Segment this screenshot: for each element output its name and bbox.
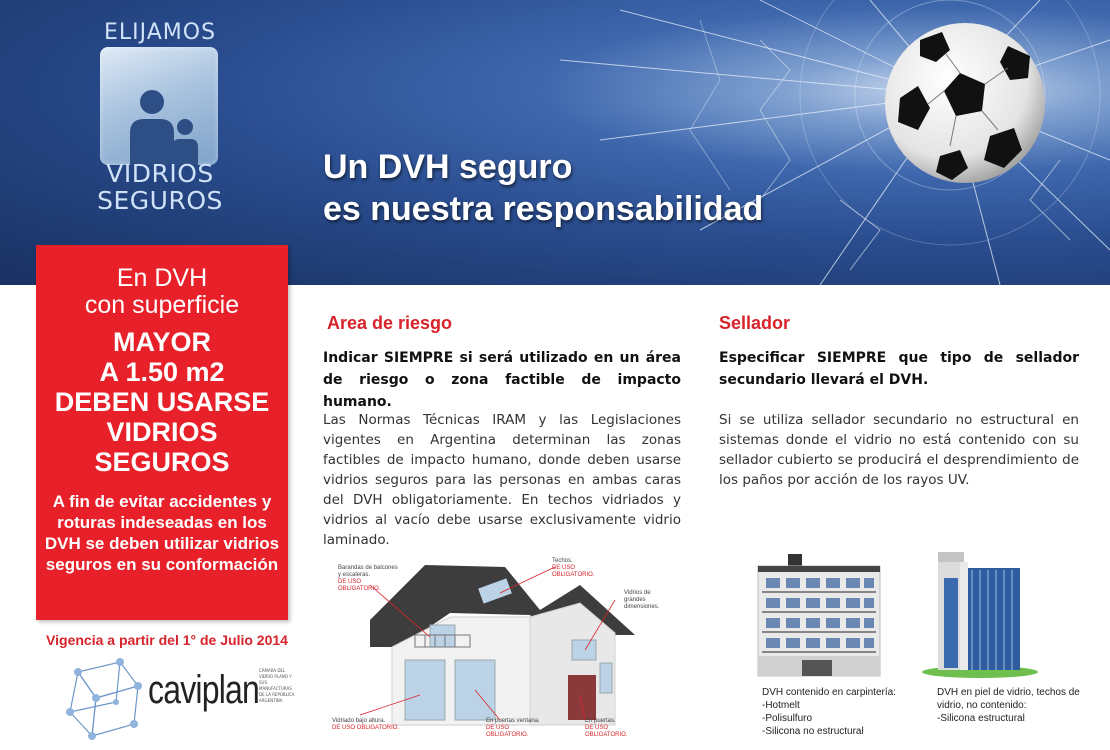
callout-puertas-ventana: En puertas ventana. DE USO OBLIGATORIO. bbox=[486, 718, 540, 738]
building1-item: -Silicona no estructural bbox=[762, 726, 864, 737]
page-headline bbox=[323, 146, 763, 230]
building1-item: -Polisulfuro bbox=[762, 713, 813, 724]
sellador-title: Sellador bbox=[719, 313, 791, 333]
redbox-intro-1: En DVH bbox=[116, 264, 208, 292]
logo-word-vidrios: VIDRIOS bbox=[106, 159, 214, 188]
building2-caption: DVH en piel de vidrio, techos de vidrio, no contenido: -Silicona estructural bbox=[937, 686, 1087, 725]
sellador-lead: Especificar SIEMPRE que tipo de sellador secundario llevará el DVH. bbox=[719, 350, 1079, 388]
area-body: Las Normas Técnicas IRAM y las Legislaciones vigentes en Argentina determinan las zonas factibles de impacto humano, donde deben usarse vidrios seguros para las personas en ambas caras del DVH obligatoriamente. En techos vidriados y vidrios al vacío debe usarse exclusivamente vidrio laminado. bbox=[323, 412, 681, 548]
building1-caption: DVH contenido en carpintería: -Hotmelt -Polisulfuro -Silicona no estructural bbox=[762, 686, 902, 738]
callout-techos: Techos. DE USO OBLIGATORIO. bbox=[552, 558, 595, 578]
callout-grandes-dimensiones: Vidrios de grandes dimensiones. bbox=[624, 590, 660, 610]
redbox-big-4: VIDRIOS bbox=[106, 417, 218, 447]
soccer-ball-icon bbox=[880, 18, 1050, 188]
sellador-body: Si se utiliza sellador secundario no estructural en sistemas donde el vidrio no está contenido con su sellador cubierto se producirá el desprendimiento de los paños por acción de los rayos UV. bbox=[719, 412, 1079, 488]
callout-barandas: Barandas de balcones y escaleras. DE USO OBLIGATORIO. bbox=[338, 565, 398, 592]
caviplan-wordmark: caviplan bbox=[148, 668, 260, 712]
callout-puertas: En puertas. DE USO OBLIGATORIO. bbox=[585, 718, 628, 738]
effective-date: Vigencia a partir del 1° de Julio 2014 bbox=[46, 632, 288, 648]
hero-banner bbox=[0, 0, 1110, 285]
redbox-intro-2: con superficie bbox=[84, 291, 240, 319]
framed-building-illustration bbox=[752, 552, 887, 680]
logo-bottom-words bbox=[96, 160, 224, 214]
redbox-emphasis bbox=[36, 327, 288, 477]
requirement-box bbox=[36, 245, 288, 620]
caviplan-subtitle: CÁMARA DEL VIDRIO PLANO Y SUS MANUFACTURAS DE LA REPÚBLICA ARGENTINA bbox=[259, 668, 295, 703]
redbox-big-2: A 1.50 m2 bbox=[99, 357, 225, 387]
building1-item: -Hotmelt bbox=[762, 700, 800, 711]
redbox-big-3: DEBEN USARSE bbox=[54, 387, 270, 417]
callout-bajo-altura: Vidriado bajo altura. DE USO OBLIGATORIO. bbox=[332, 718, 400, 731]
building2-item: -Silicona estructural bbox=[937, 713, 1025, 724]
area-title: Area de riesgo bbox=[327, 313, 453, 333]
curtain-wall-building-illustration bbox=[920, 548, 1040, 678]
redbox-big-1: MAYOR bbox=[112, 327, 212, 357]
headline-line-2: es nuestra responsabilidad bbox=[323, 190, 764, 228]
caviplan-cube-icon bbox=[58, 652, 146, 740]
family-logo-icon bbox=[100, 47, 218, 165]
area-lead: Indicar SIEMPRE si será utilizado en un área de riesgo o zona factible de impacto humano. bbox=[323, 350, 681, 410]
logo-word-seguros: SEGUROS bbox=[97, 186, 223, 215]
headline-line-1: Un DVH seguro bbox=[323, 148, 573, 186]
logo-top-word: ELIJAMOS bbox=[103, 20, 217, 45]
redbox-big-5: SEGUROS bbox=[94, 447, 230, 477]
redbox-explanation: A fin de evitar accidentes y roturas indeseadas en los DVH se deben utilizar vidrios seguros en su conformación bbox=[44, 492, 280, 574]
